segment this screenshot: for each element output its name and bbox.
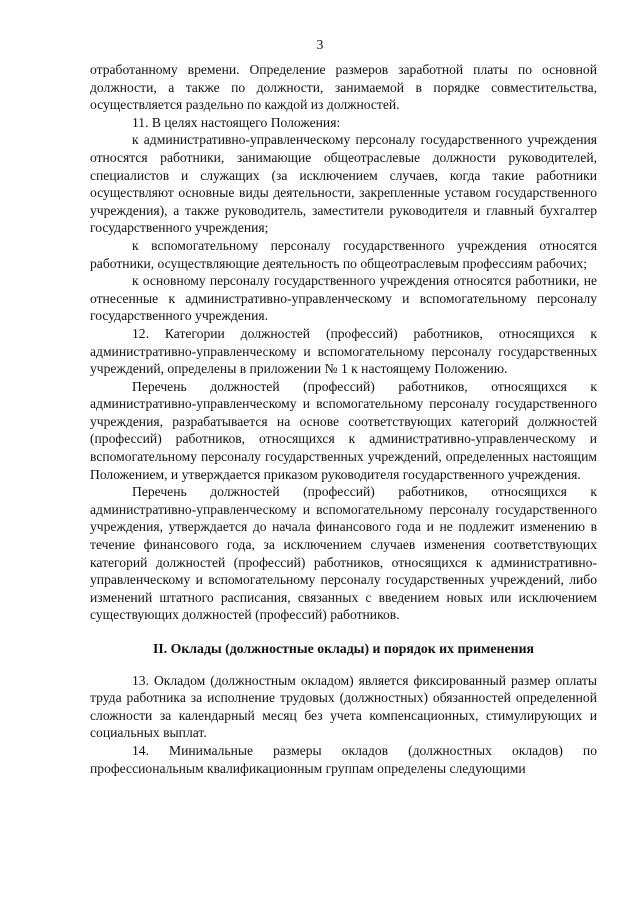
paragraph-continuation: отработанному времени. Определение размеров заработной платы по основной должности, а также по должности, занимаемой в порядке совместительства, осуществляется раздельно по каждой из должностей. — [90, 62, 597, 113]
paragraph-item-14: 14. Минимальные размеры окладов (должностных окладов) по профессиональным квалификационным группам определены следующими — [90, 742, 597, 776]
paragraph-list-development: Перечень должностей (профессий) работников, относящихся к административно-управленческому и вспомогательному персоналу государственного учреждения, разрабатывается на основе соответствующих категорий должностей (профессий) работников, относящихся к административно-управленческому и вспомогательному персоналу государственных учреждений, определенных настоящим Положением, и утверждается приказом руководителя государственного учреждения. — [90, 378, 597, 482]
paragraph-item-11: 11. В целях настоящего Положения: — [132, 114, 341, 130]
paragraph-item-12: 12. Категории должностей (профессий) работников, относящихся к административно-управленческому и вспомогательному персоналу государственных учреждений, определены в приложении № 1 к настоящему Положению. — [90, 325, 597, 377]
page-number: 3 — [316, 37, 324, 52]
paragraph-list-approval: Перечень должностей (профессий) работников, относящихся к административно-управленческому и вспомогательному персоналу государственного учреждения, утверждается до начала финансового года и не подлежит изменению в течение финансового года, за исключением случаев изменения соответствующих категорий должностей (профессий) работников, относящихся к административно-управленческому и вспомогательному персоналу государственных учреждений, либо изменений штатного расписания, связанных с введением новых или исключением существующих должностей (профессий) работников. — [90, 484, 597, 623]
paragraph-main-staff: к основному персоналу государственного учреждения относятся работники, не отнесенные к административно-управленческому и вспомогательному персоналу государственного учреждения. — [90, 273, 597, 324]
paragraph-admin-staff: к административно-управленческому персоналу государственного учреждения относятся работники, занимающие общеотраслевые должности руководителей, специалистов и служащих (за исключением случаев, когда такие работники осуществляют основные виды деятельности, закрепленные уставом государственного учреждения), а также руководитель, заместители руководителя и главный бухгалтер государственного учреждения; — [90, 132, 597, 236]
paragraph-auxiliary-staff: к вспомогательному персоналу государственного учреждения относятся работники, осуществляющие деятельность по общеотраслевым профессиям рабочих; — [90, 237, 597, 271]
document-body — [90, 61, 597, 777]
section-heading: II. Оклады (должностные оклады) и порядок их применения — [152, 641, 534, 656]
paragraph-item-13: 13. Окладом (должностным окладом) является фиксированный размер оплаты труда работника за исполнение трудовых (должностных) обязанностей определенной сложности за календарный месяц без учета компенсационных, стимулирующих и социальных выплат. — [90, 672, 597, 741]
